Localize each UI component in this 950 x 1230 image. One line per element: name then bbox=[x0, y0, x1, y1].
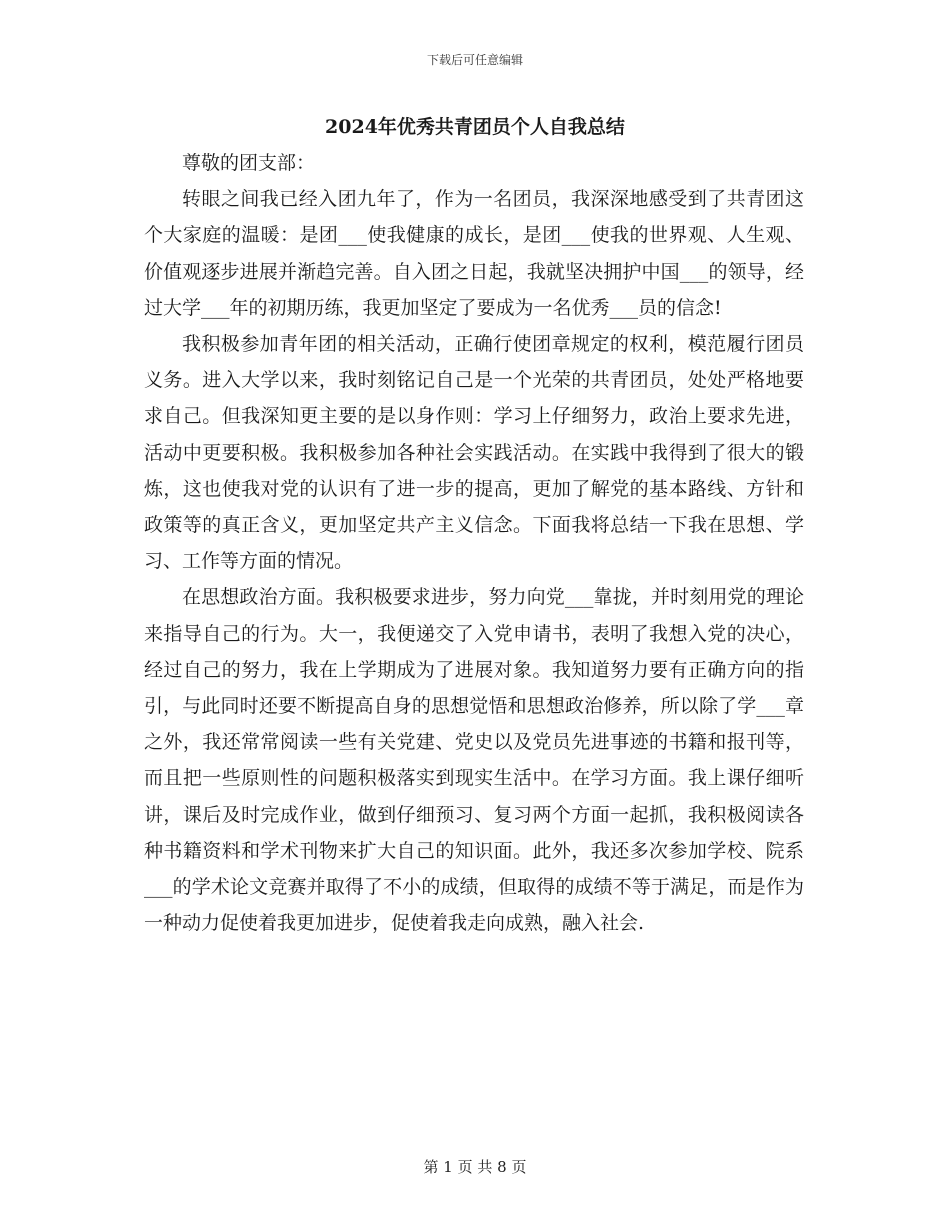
paragraph-3: 在思想政治方面。我积极要求进步，努力向党___靠拢，并时刻用党的理论来指导自己的行为。大一，我便递交了入党申请书，表明了我想入党的决心，经过自己的努力，我在上学期成为了进展对象。我知道努力要有正确方向的指引，与此同时还要不断提高自身的思想觉悟和思想政治修养，所以除了学___章之外，我还常常阅读一些有关党建、党史以及党员先进事迹的书籍和报刊等，而且把一些原则性的问题积极落实到现实生活中。在学习方面。我上课仔细听讲，课后及时完成作业，做到仔细预习、复习两个方面一起抓，我积极阅读各种书籍资料和学术刊物来扩大自己的知识面。此外，我还多次参加学校、院系___的学术论文竞赛并取得了不小的成绩，但取得的成绩不等于满足，而是作为一种动力促使着我更加进步，促使着我走向成熟，融入社会. bbox=[144, 586, 804, 935]
document-body bbox=[144, 145, 804, 941]
document-title: 2024年优秀共青团员个人自我总结 bbox=[325, 116, 625, 138]
header-note: 下载后可任意编辑 bbox=[426, 53, 523, 67]
paragraph-1: 转眼之间我已经入团九年了，作为一名团员，我深深地感受到了共青团这个大家庭的温暖：是团___使我健康的成长，是团___使我的世界观、人生观、价值观逐步进展并渐趋完善。自入团之日起，我就坚决拥护中国___的领导，经过大学___年的初期历练，我更加坚定了要成为一名优秀___员的信念! bbox=[144, 188, 804, 319]
paragraph-2: 我积极参加青年团的相关活动，正确行使团章规定的权利，模范履行团员义务。进入大学以来，我时刻铭记自己是一个光荣的共青团员，处处严格地要求自己。但我深知更主要的是以身作则：学习上仔细努力，政治上要求先进，活动中更要积极。我积极参加各种社会实践活动。在实践中我得到了很大的锻炼，这也使我对党的认识有了进一步的提高，更加了解党的基本路线、方针和政策等的真正含义，更加坚定共产主义信念。下面我将总结一下我在思想、学习、工作等方面的情况。 bbox=[144, 333, 804, 573]
salutation: 尊敬的团支部： bbox=[182, 152, 316, 174]
page-number: 第 1 页 共 8 页 bbox=[423, 1158, 527, 1176]
